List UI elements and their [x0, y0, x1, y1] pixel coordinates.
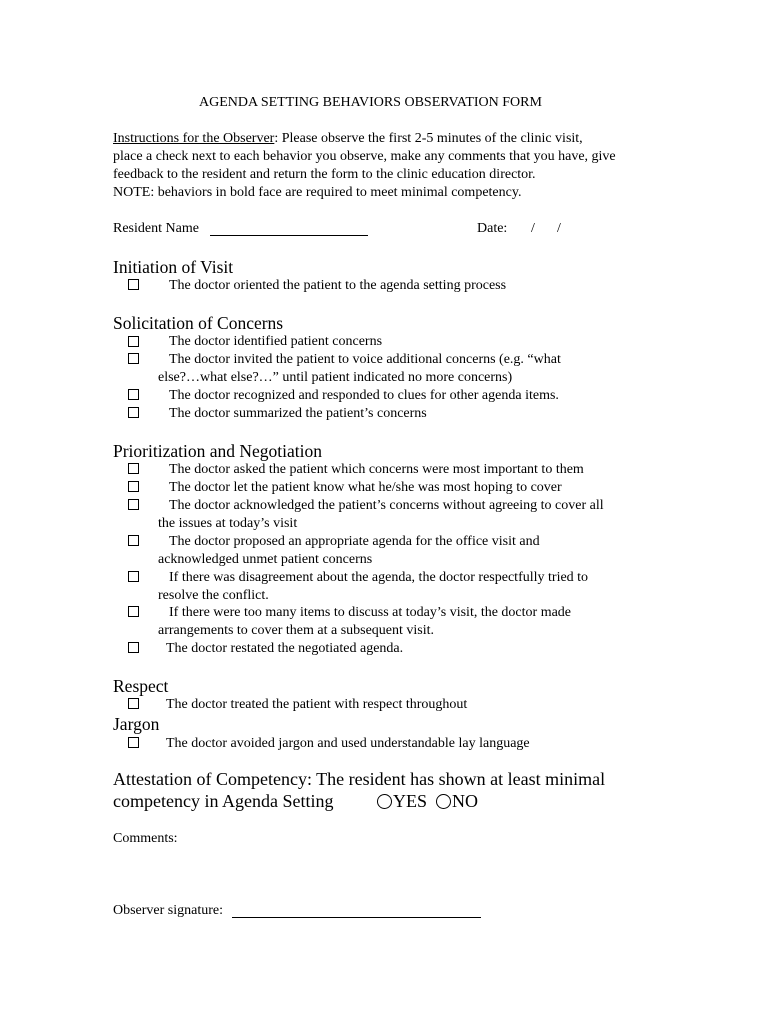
radio-yes-label: YES — [393, 791, 428, 811]
item-prioritization-3-cont: the issues at today’s visit — [158, 516, 298, 531]
item-respect-1: The doctor treated the patient with respect throughout — [166, 697, 468, 712]
signature-label: Observer signature: — [113, 903, 224, 918]
attestation-line-1: Attestation of Competency: The resident has shown at least minimal — [113, 769, 606, 789]
item-solicitation-2-cont: else?…what else?…” until patient indicated no more concerns) — [158, 370, 513, 385]
checkbox-initiation-1[interactable] — [128, 279, 139, 290]
item-initiation-1: The doctor oriented the patient to the agenda setting process — [169, 278, 507, 293]
checkbox-respect-1[interactable] — [128, 698, 139, 709]
item-prioritization-4-cont: acknowledged unmet patient concerns — [158, 552, 373, 567]
item-prioritization-5: If there was disagreement about the agenda, the doctor respectfully tried to — [169, 570, 589, 585]
signature-field[interactable] — [232, 917, 481, 918]
instructions-label: Instructions for the Observer — [113, 131, 275, 146]
section-heading-prioritization: Prioritization and Negotiation — [113, 441, 322, 461]
resident-name-field[interactable] — [210, 235, 368, 236]
instructions-note: NOTE: behaviors in bold face are required to meet minimal competency. — [113, 185, 522, 200]
checkbox-prioritization-4[interactable] — [128, 535, 139, 546]
checkbox-prioritization-6[interactable] — [128, 606, 139, 617]
instructions-line-2: place a check next to each behavior you observe, make any comments that you have, give — [113, 149, 616, 164]
date-separator-1: / — [531, 221, 535, 236]
checkbox-prioritization-2[interactable] — [128, 481, 139, 492]
item-prioritization-6: If there were too many items to discuss at today’s visit, the doctor made — [169, 605, 572, 620]
section-heading-solicitation: Solicitation of Concerns — [113, 313, 284, 333]
resident-name-label: Resident Name — [113, 221, 199, 236]
section-heading-respect: Respect — [113, 676, 169, 696]
checkbox-prioritization-7[interactable] — [128, 642, 139, 653]
checkbox-solicitation-2[interactable] — [128, 353, 139, 364]
item-prioritization-4: The doctor proposed an appropriate agenda for the office visit and — [169, 534, 540, 549]
item-solicitation-2: The doctor invited the patient to voice additional concerns (e.g. “what — [169, 352, 561, 367]
checkbox-prioritization-5[interactable] — [128, 571, 139, 582]
checkbox-jargon-1[interactable] — [128, 737, 139, 748]
item-prioritization-2: The doctor let the patient know what he/she was most hoping to cover — [169, 480, 562, 495]
item-prioritization-5-cont: resolve the conflict. — [158, 588, 269, 603]
radio-no[interactable] — [436, 794, 451, 809]
checkbox-prioritization-1[interactable] — [128, 463, 139, 474]
instructions-text-1: : Please observe the first 2-5 minutes of the clinic visit, — [274, 131, 583, 146]
item-prioritization-3: The doctor acknowledged the patient’s concerns without agreeing to cover all — [169, 498, 604, 513]
instructions-line-3: feedback to the resident and return the form to the clinic education director. — [113, 167, 536, 182]
date-separator-2: / — [557, 221, 561, 236]
radio-no-label: NO — [452, 791, 478, 811]
item-jargon-1: The doctor avoided jargon and used understandable lay language — [166, 736, 530, 751]
item-solicitation-1: The doctor identified patient concerns — [169, 334, 383, 349]
item-prioritization-1: The doctor asked the patient which concerns were most important to them — [169, 462, 584, 477]
checkbox-solicitation-1[interactable] — [128, 336, 139, 347]
comments-label: Comments: — [113, 831, 178, 846]
section-heading-jargon: Jargon — [113, 714, 160, 734]
item-solicitation-4: The doctor summarized the patient’s concerns — [169, 406, 427, 421]
instructions-line-1 — [113, 131, 583, 147]
date-label: Date: — [477, 221, 508, 236]
attestation-line-2: competency in Agenda Setting — [113, 791, 334, 811]
radio-yes[interactable] — [377, 794, 392, 809]
item-prioritization-7: The doctor restated the negotiated agenda. — [166, 641, 404, 656]
checkbox-prioritization-3[interactable] — [128, 499, 139, 510]
item-solicitation-3: The doctor recognized and responded to clues for other agenda items. — [169, 388, 559, 403]
checkbox-solicitation-3[interactable] — [128, 389, 139, 400]
item-prioritization-6-cont: arrangements to cover them at a subsequent visit. — [158, 623, 435, 638]
form-title: AGENDA SETTING BEHAVIORS OBSERVATION FORM — [199, 95, 542, 110]
section-heading-initiation: Initiation of Visit — [113, 257, 234, 277]
checkbox-solicitation-4[interactable] — [128, 407, 139, 418]
